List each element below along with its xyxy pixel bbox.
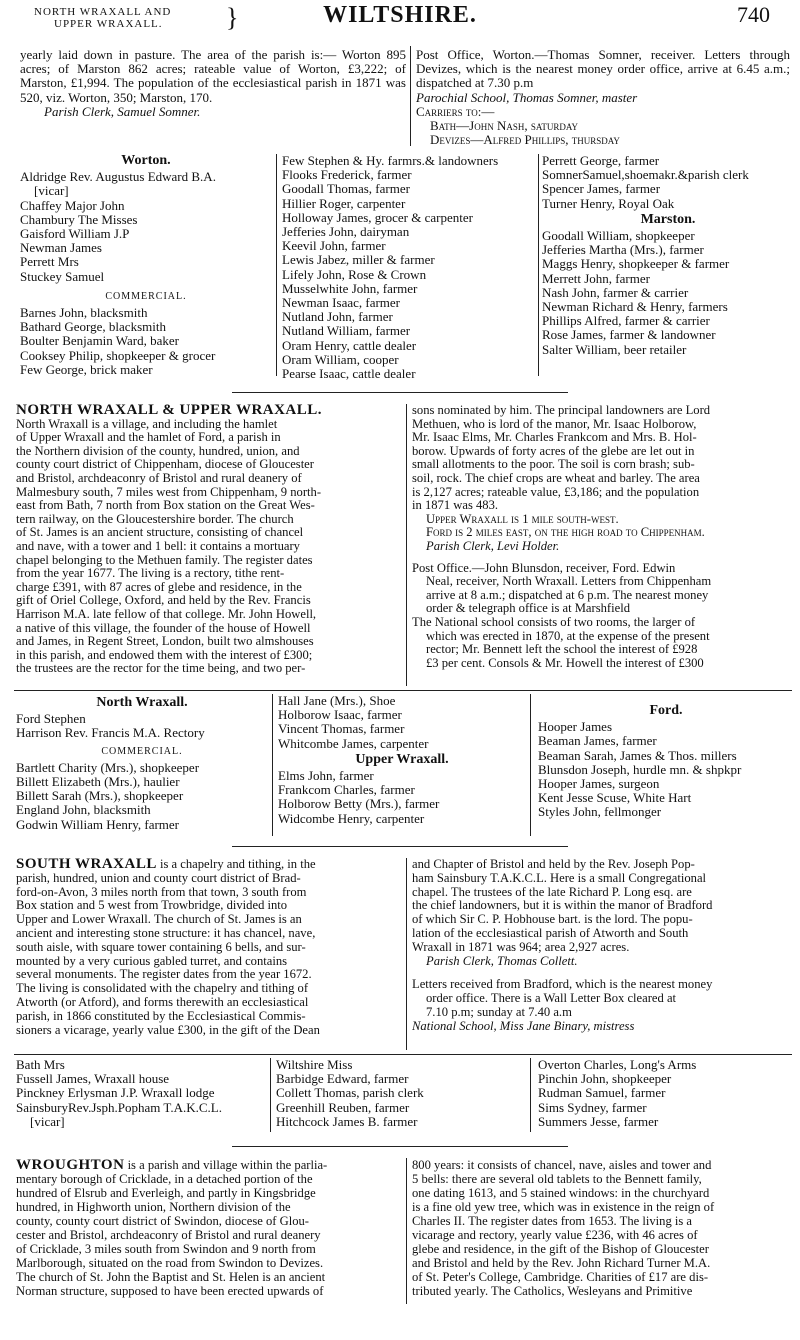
directory-entry: SomnerSamuel,shoemakr.&parish clerk [542,168,749,183]
text-line: order & telegraph office is at Marshfield [426,602,630,616]
directory-entry: Bath Mrs [16,1058,65,1072]
commercial-heading: COMMERCIAL. [105,290,187,302]
south-wraxall-school: National School, Miss Jane Binary, mistress [412,1019,635,1033]
text-line: tern railway, on the Gloucestershire border. The church [16,512,294,526]
text-line: Norman structure, supposed to have been erected upwards of [16,1284,324,1298]
directory-entry: Beaman James, farmer [538,734,657,749]
south-wraxall-right [412,858,792,1034]
directory-entry: Keevil John, farmer [282,239,386,254]
worton-parish-clerk: Parish Clerk, Samuel Somner. [44,103,201,119]
running-head-line1: NORTH WRAXALL AND [34,6,172,18]
worton-continuation-left [20,48,406,119]
directory-entry: Turner Henry, Royal Oak [542,196,675,211]
text-line: south aisle, with square tower containing 6 bells, and sur- [16,940,306,954]
north-wraxall-right [412,404,792,670]
column-rule [406,404,407,686]
text-line: £3 per cent. Consols & Mr. Howell the interest of £300 [426,656,704,670]
text-line: Post Office.—John Blunsdon, receiver, Ford. Edwin [412,561,676,575]
text-line: The church of St. John the Baptist and St. Helen is an ancient [16,1270,326,1284]
directory-entry: [vicar] [34,184,69,199]
text-line: county court district of Chippenham, diocese of Gloucester [16,458,314,472]
directory-entry: Newman Isaac, farmer [282,296,401,311]
directory-entry: Harrison Rev. Francis M.A. Rectory [16,726,205,741]
worton-heading: Worton. [121,153,171,168]
south-wraxall-clerk: Parish Clerk, Thomas Collett. [426,954,578,968]
county-title: WILTSHIRE. [323,2,477,28]
north-wraxall-clerk: Parish Clerk, Levi Holder. [426,539,560,553]
text-line: hundred, in Highworth union, Northern division of the [16,1200,291,1214]
directory-entry: Blunsdon Joseph, hurdle mn. & shpkpr [538,762,742,777]
text-line: gift of Oriel College, Oxford, and held by the Rev. Francis [16,594,311,608]
text-line: Harrison M.A. late fellow of that college. Mr. John Howell, [16,607,317,621]
text-line: ancient and interesting stone structure: it has chancel, nave, [16,926,316,940]
worton-directory-col1 [20,152,272,377]
text-line: ford-on-Avon, 3 miles north from that town, 3 south from [16,885,307,899]
directory-entry: Fussell James, Wraxall house [16,1072,170,1087]
directory-entry: Hitchcock James B. farmer [276,1114,418,1129]
carrier-devizes: Devizes—Alfred Phillips, thursday [430,132,620,148]
directory-entry: Hall Jane (Mrs.), Shoe [278,694,396,708]
text-line: Methuen, who is lord of the manor, Mr. Isaac Holborow, [412,417,697,431]
wroughton-title: WROUGHTON [16,1158,125,1172]
nw-directory-col3 [538,702,794,820]
directory-entry: Oram Henry, cattle dealer [282,338,417,353]
directory-entry: Godwin William Henry, farmer [16,817,180,832]
directory-entry: Greenhill Reuben, farmer [276,1100,410,1115]
text-line: a native of this village, the founder of the house of Howell [16,621,311,635]
directory-entry: Jefferies Martha (Mrs.), farmer [542,243,704,258]
directory-entry: Lewis Jabez, miller & farmer [282,253,435,268]
text-line: Neal, receiver, North Wraxall. Letters from Chippenham [426,575,712,589]
directory-entry: Perrett Mrs [20,255,79,270]
worton-directory-col3 [542,154,794,357]
directory-entry: Nutland William, farmer [282,324,411,339]
text-line: of Cricklade, 3 miles south from Swindon and 9 north from [16,1242,316,1256]
directory-entry: Merrett John, farmer [542,271,650,286]
text-line: hundred of Elsrub and Everleigh, and partly in Kingsbridge [16,1186,316,1200]
worton-directory-col2 [282,154,536,381]
text-line: in this parish, and endowed them with the interest of £300; [16,648,313,662]
text-line: charge £391, with 87 acres of glebe and residence, in the [16,580,302,594]
sw-directory-col3 [538,1058,794,1129]
text-line: Malmesbury south, 7 miles west from Chippenham, 9 north- [16,485,322,499]
directory-entry: Gaisford William J.P [20,227,130,242]
directory-entry: Billett Sarah (Mrs.), shopkeeper [16,789,184,804]
text-line: 7.10 p.m; sunday at 7.40 a.m [426,1005,572,1019]
text-line: soil, rock. The chief crops are wheat and barley. The area [412,471,700,485]
sw-directory-col1 [16,1058,268,1129]
text-line: the trustees are the rector for the time being, and two per- [16,662,306,676]
directory-entry: Newman Richard & Henry, farmers [542,300,728,315]
wroughton-left [16,1158,402,1298]
text-line: is 2,127 acres; rateable value, £3,186; and the population [412,485,700,499]
text-line: which was erected in 1870, at the expense of the present [426,629,710,643]
text-line: of Upper Wraxall and the hamlet of Ford, a parish in [16,431,281,445]
directory-entry: Newman James [20,241,102,256]
text-line: vicarage and rectory, yearly value £236, with 46 acres of [412,1228,698,1242]
directory-entry: Whitcombe James, carpenter [278,736,429,751]
worton-post-office: Post Office, Worton.—Thomas Somner, receiver. Letters through Devizes, which is the nearest money order office, arrive at 6.45 a.m.; dispatched at 7.30 p.m [416,47,790,91]
worton-area-text: yearly laid down in pasture. The area of the parish is:— Worton 895 acres; of Marston 862 acres; rateable value of Worton, £3,222; of Marston, £1,994. The population of the ecclesiastical parish in 1871 was 520, viz. Worton, 350; Marston, 170. [20,47,406,105]
directory-entry: Rose James, farmer & landowner [542,328,716,343]
directory-entry: Hooper James [538,720,613,735]
directory-entry: Styles John, fellmonger [538,805,662,820]
wroughton-right [412,1158,792,1298]
directory-entry: Salter William, beer retailer [542,342,687,357]
directory-entry: Billett Elizabeth (Mrs.), haulier [16,775,180,790]
text-line: county, county court district of Swindon, diocese of Glou- [16,1214,309,1228]
column-rule [276,154,277,376]
ford-heading: Ford. [649,703,683,718]
column-rule [272,694,273,836]
directory-entry: Nash John, farmer & carrier [542,285,689,300]
directory-entry: Barbidge Edward, farmer [276,1072,409,1087]
text-line: is a parish and village within the parlia- [127,1158,328,1172]
text-line: and James, in Regent Street, London, built two almshouses [16,635,314,649]
text-line: chapel. The trustees of the late Richard P. Long esq. are [412,885,692,899]
directory-entry: Hooper James, surgeon [538,777,660,792]
directory-entry: Flooks Frederick, farmer [282,168,412,183]
text-line: Marlborough, situated on the road from Swindon to Devizes. [16,1256,324,1270]
text-line: The National school consists of two rooms, the larger of [412,615,696,629]
directory-entry: Pearse Isaac, cattle dealer [282,367,416,382]
directory-entry: Holloway James, grocer & carpenter [282,210,473,225]
column-rule [538,154,539,376]
text-line: 5 bells: there are several old tablets to the Bennett family, [412,1172,702,1186]
commercial-heading: COMMERCIAL. [101,745,183,757]
north-wraxall-title: NORTH WRAXALL & UPPER WRAXALL. [16,402,323,418]
text-line: and Bristol and held by the Rev. John Richard Turner M.A. [412,1256,711,1270]
directory-entry: Musselwhite John, farmer [282,281,418,296]
directory-entry: Spencer James, farmer [542,182,661,197]
nw-directory-col2 [278,694,526,826]
text-line: rector; Mr. Bennett left the school the interest of £928 [426,643,698,657]
directory-entry: Overton Charles, Long's Arms [538,1058,697,1072]
directory-entry: Summers Jesse, farmer [538,1114,659,1129]
text-line: and Bristol, archdeaconry of Bristol and rural deanery of [16,471,302,485]
text-line: east from Bath, 7 north from Box station on the Great Wes- [16,499,315,513]
south-wraxall-left [16,858,402,1037]
text-line: of St. Peter's College, Cambridge. Charities of £17 are dis- [412,1270,709,1284]
text-line: mounted by a very curious gabled turret, and contains [16,954,288,968]
text-line: the chief landowners, but it is within the manor of Bradford [412,899,713,913]
column-rule [530,1058,531,1132]
text-line: several monuments. The register dates from the year 1672. [16,968,312,982]
header-brace: } [226,3,239,32]
running-head-line2: UPPER WRAXALL. [54,18,163,30]
sw-directory-col2 [276,1058,528,1129]
section-rule [14,1054,792,1055]
text-line: from the year 1677. The living is a rectory, tithe rent- [16,567,285,581]
text-line: of which Sir C. P. Hobhouse bart. is the lord. The popu- [412,913,693,927]
text-line: Mr. Isaac Elms, Mr. Charles Frankcom and Mrs. B. Hol- [412,431,697,445]
directory-entry: Perrett George, farmer [542,154,660,168]
text-line: Letters received from Bradford, which is the nearest money [412,978,713,992]
directory-entry: Holborow Isaac, farmer [278,708,402,723]
text-line: arrive at 8 a.m.; dispatched at 6 p.m. The nearest money [426,588,709,602]
text-line: is a fine old yew tree, which was in existence in the reign of [412,1200,715,1214]
directory-entry: Goodall Thomas, farmer [282,182,410,197]
column-rule [406,1158,407,1304]
directory-entry: Bathard George, blacksmith [20,320,166,335]
text-line: The living is consolidated with the chapelry and tithing of [16,982,309,996]
text-line: Charles II. The register dates from 1653. The living is a [412,1214,693,1228]
carriers-label: Carriers to:— [416,103,495,119]
text-line: chapel belonging to the Methuen family. The register dates [16,553,313,567]
directory-entry: Frankcom Charles, farmer [278,783,415,798]
text-line: and nave, with a tower and 1 bell: it contains a mortuary [16,539,300,553]
directory-entry: Holborow Betty (Mrs.), farmer [278,797,440,812]
ford-note: Ford is 2 miles east, on the high road to Chippenham. [426,526,705,540]
directory-entry: England John, blacksmith [16,803,151,818]
text-line: lation of the ecclesiastical parish of Atworth and South [412,926,689,940]
text-line: order office. There is a Wall Letter Box cleared at [426,992,677,1006]
directory-entry: Barnes John, blacksmith [20,306,148,321]
text-line: 800 years: it consists of chancel, nave, aisles and tower and [412,1158,712,1172]
directory-entry: Sims Sydney, farmer [538,1100,647,1115]
directory-entry: Pinchin John, shopkeeper [538,1072,672,1087]
page-number: 740 [737,2,770,27]
section-divider [232,1146,568,1147]
text-line: and Chapter of Bristol and held by the Rev. Joseph Pop- [412,858,695,871]
directory-entry: Few Stephen & Hy. farmrs.& landowners [282,154,499,168]
column-rule [410,46,411,146]
directory-entry: Maggs Henry, shopkeeper & farmer [542,257,730,272]
directory-entry: Ford Stephen [16,712,86,727]
carrier-bath: Bath—John Nash, saturday [430,118,579,134]
section-divider [232,392,568,393]
directory-entry: Few George, brick maker [20,362,153,377]
text-line: cester and Bristol, archdeaconry of Bristol and rural deanery [16,1228,321,1242]
directory-entry: SainsburyRev.Jsph.Popham T.A.K.C.L. [16,1100,222,1115]
nw-directory-col1 [16,694,268,832]
text-line: Box station and 5 west from Trowbridge, divided into [16,899,288,913]
text-line: mentary borough of Cricklade, in a detached portion of the [16,1172,313,1186]
north-wraxall-heading: North Wraxall. [96,695,188,710]
directory-entry: Beaman Sarah, James & Thos. millers [538,748,737,763]
text-line: Wraxall in 1871 was 964; area 2,927 acres. [412,940,630,954]
directory-entry: Oram William, cooper [282,352,399,367]
text-line: small allotments to the poor. The soil is corn brash; sub- [412,458,695,472]
text-line: sioners a vicarage, yearly value £300, in the gift of the Dean [16,1023,320,1037]
directory-entry: Jefferies John, dairyman [282,225,410,240]
text-line: tributed yearly. The Catholics, Wesleyans and Primitive [412,1284,693,1298]
directory-entry: Vincent Thomas, farmer [278,722,405,737]
worton-school: Parochial School, Thomas Somner, master [416,89,638,105]
directory-entry: Elms John, farmer [278,769,374,784]
text-line: of St. James is an ancient structure, consisting of chancel [16,526,304,540]
directory-entry: Lifely John, Rose & Crown [282,267,427,282]
text-line: glebe and residence, in the gift of the Bishop of Gloucester [412,1242,709,1256]
text-line: borow. Upwards of forty acres of the glebe are let out in [412,444,695,458]
text-line: ham Sainsbury T.A.K.C.L. Here is a small Congregational [412,871,707,885]
upper-wraxall-heading: Upper Wraxall. [355,751,449,767]
column-rule [406,858,407,1050]
text-line: one dating 1613, and 5 stained windows: in the churchyard [412,1186,710,1200]
directory-entry: Phillips Alfred, farmer & carrier [542,314,710,329]
directory-entry: Bartlett Charity (Mrs.), shopkeeper [16,760,200,775]
directory-entry: Cooksey Philip, shopkeeper & grocer [20,348,216,363]
text-line: parish, hundred, union and county court district of Brad- [16,871,301,885]
section-divider [232,846,568,847]
directory-entry: Chambury The Misses [20,212,138,227]
directory-entry: Nutland John, farmer [282,310,393,325]
upper-wraxall-note: Upper Wraxall is 1 mile south-west. [426,512,619,526]
directory-entry: Aldridge Rev. Augustus Edward B.A. [20,170,216,185]
text-line: the Northern division of the county, hundred, union, and [16,444,300,458]
worton-continuation-right [416,48,790,147]
directory-entry: Pinckney Erlysman J.P. Wraxall lodge [16,1086,215,1101]
directory-entry: Stuckey Samuel [20,269,105,284]
marston-heading: Marston. [640,211,696,227]
section-rule [14,690,792,691]
directory-entry: Widcombe Henry, carpenter [278,811,425,826]
directory-entry: Chaffey Major John [20,198,125,213]
text-line: in 1871 was 483. [412,499,499,513]
directory-entry: Wiltshire Miss [276,1058,353,1072]
directory-entry: Hillier Roger, carpenter [282,196,406,211]
directory-entry: Rudman Samuel, farmer [538,1086,666,1101]
directory-entry: Collett Thomas, parish clerk [276,1086,424,1101]
north-wraxall-left [16,404,402,676]
column-rule [270,1058,271,1132]
column-rule [530,694,531,836]
south-wraxall-title: SOUTH WRAXALL [16,858,157,872]
directory-entry: Boulter Benjamin Ward, baker [20,334,180,349]
text-line: North Wraxall is a village, and including the hamlet [16,417,278,431]
text-line: is a chapelry and tithing, in the [160,858,316,871]
text-line: Atworth (or Atford), and forms therewith an ecclesiastical [16,995,309,1009]
directory-entry: [vicar] [30,1114,65,1129]
directory-entry: Kent Jesse Scuse, White Hart [538,791,692,806]
text-line: parish, in 1866 constituted by the Ecclesiastical Commis- [16,1009,306,1023]
text-line: sons nominated by him. The principal landowners are Lord [412,404,711,417]
text-line: Upper and Lower Wraxall. The church of St. James is an [16,913,302,927]
directory-entry: Goodall William, shopkeeper [542,229,695,244]
